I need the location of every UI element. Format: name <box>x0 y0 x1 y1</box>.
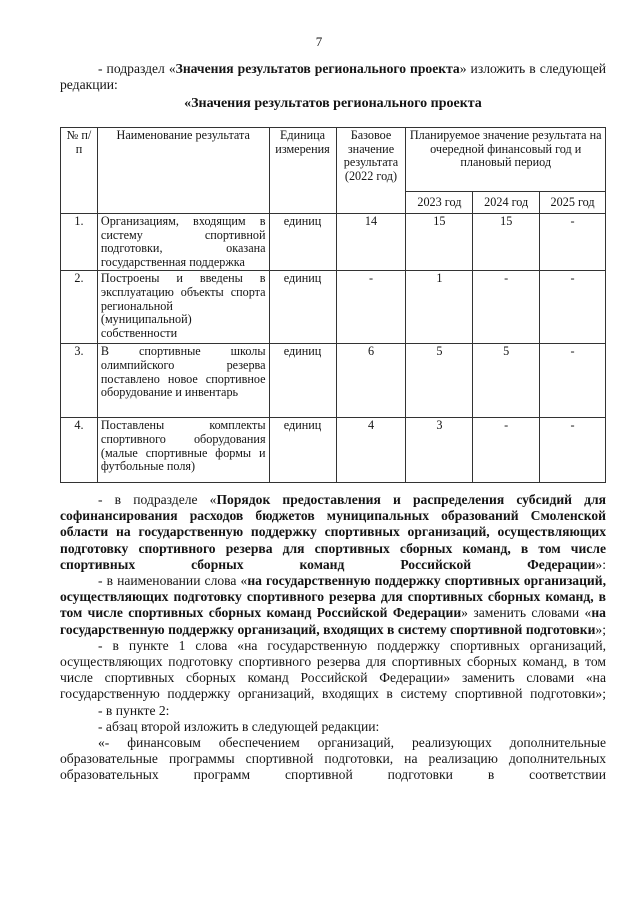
paragraph-subsection <box>60 492 606 573</box>
para2-prefix: - в наименовании слова « <box>98 573 248 589</box>
header-year: 2023 год <box>406 192 473 214</box>
intro-suffix: » изложить в следующей редакции: <box>60 61 607 93</box>
page-number: 7 <box>315 34 323 49</box>
para1-prefix: - в подразделе « <box>98 492 217 507</box>
table-row <box>61 418 606 483</box>
para1-bold: Порядок предоставления и распределения субсидий для софинансирования расходов бюджетов муниципальных образований Смоленской области на государственную поддержку спортивных организаций, осуществляющих подготовку спортивного резерва для спортивных сборных команд, в том числе спортивных сборных команд Российской Федерации <box>60 492 606 572</box>
intro-prefix: - подраздел « <box>98 61 176 76</box>
paragraph-new-text: «- финансовым обеспечением организаций, реализующих дополнительные образовательные программы спортивной подготовки, на реализацию дополнительных образовательных программ спортивной подготовки в соответствии <box>60 735 606 783</box>
row-name: Построены и введены в эксплуатацию объекты спорта региональной (муниципальной) собственности <box>97 271 269 344</box>
header-year: 2024 год <box>473 192 540 214</box>
row-2025: - <box>540 214 606 271</box>
row-unit: единиц <box>269 418 336 483</box>
table-title: «Значения результатов регионального проекта <box>184 96 482 111</box>
header-year: 2025 год <box>540 192 606 214</box>
header-planned: Планируемое значение результата на очередной финансовый год и плановый период <box>406 128 606 192</box>
row-2024: - <box>473 271 540 344</box>
table-row <box>61 214 606 271</box>
row-2025: - <box>540 344 606 418</box>
row-2023: 1 <box>406 271 473 344</box>
para2-middle: » заменить словами « <box>461 605 592 621</box>
row-name: В спортивные школы олимпийского резерва поставлено новое спортивное оборудование и инвентарь <box>97 344 269 418</box>
results-table <box>60 127 606 483</box>
paragraph-point2: - в пункте 2: <box>98 702 170 718</box>
paragraph-abzac: - абзац второй изложить в следующей редакции: <box>98 718 380 734</box>
paragraph-point1: - в пункте 1 слова «на государственную поддержку спортивных организаций, осуществляющих подготовку спортивного резерва для спортивных сборных команд, в том числе спортивных сборных команд Российской Федерации» заменить словами «на государственную поддержку организаций, входящих в систему спортивной подготовки»; <box>60 637 606 702</box>
row-unit: единиц <box>269 214 336 271</box>
row-num: 4. <box>61 418 98 483</box>
row-base: 14 <box>336 214 406 271</box>
row-2024: 15 <box>473 214 540 271</box>
row-unit: единиц <box>269 271 336 344</box>
row-name: Организациям, входящим в систему спортивной подготовки, оказана государственная поддержка <box>97 214 269 271</box>
row-num: 2. <box>61 271 98 344</box>
header-base: Базовое значение результата (2022 год) <box>336 128 406 214</box>
para1-suffix: »: <box>595 556 606 572</box>
row-num: 1. <box>61 214 98 271</box>
row-2023: 15 <box>406 214 473 271</box>
header-unit: Единица измерения <box>269 128 336 214</box>
row-2025: - <box>540 418 606 483</box>
row-2024: 5 <box>473 344 540 418</box>
intro-bold: Значения результатов регионального проекта <box>175 61 460 76</box>
row-2025: - <box>540 271 606 344</box>
row-base: 4 <box>336 418 406 483</box>
table-row <box>61 271 606 344</box>
para2-bold2: на государственную поддержку организаций, входящих в систему спортивной подготовки <box>60 605 606 637</box>
row-name: Поставлены комплекты спортивного оборудования (малые спортивные формы и футбольные поля) <box>97 418 269 483</box>
paragraph-name-replace <box>60 573 606 638</box>
row-unit: единиц <box>269 344 336 418</box>
row-2023: 5 <box>406 344 473 418</box>
header-num: № п/п <box>61 128 98 214</box>
row-2023: 3 <box>406 418 473 483</box>
row-base: - <box>336 271 406 344</box>
para2-suffix: »; <box>595 621 606 637</box>
table-header-row <box>61 128 606 192</box>
row-2024: - <box>473 418 540 483</box>
row-base: 6 <box>336 344 406 418</box>
para2-bold1: на государственную поддержку спортивных организаций, осуществляющих подготовку спортивного резерва для спортивных сборных команд, в том числе спортивных сборных команд Российской Федерации <box>60 573 606 621</box>
body-text <box>60 492 606 784</box>
header-name: Наименование результата <box>97 128 269 214</box>
intro-paragraph <box>60 61 606 93</box>
row-num: 3. <box>61 344 98 418</box>
table-row <box>61 344 606 418</box>
